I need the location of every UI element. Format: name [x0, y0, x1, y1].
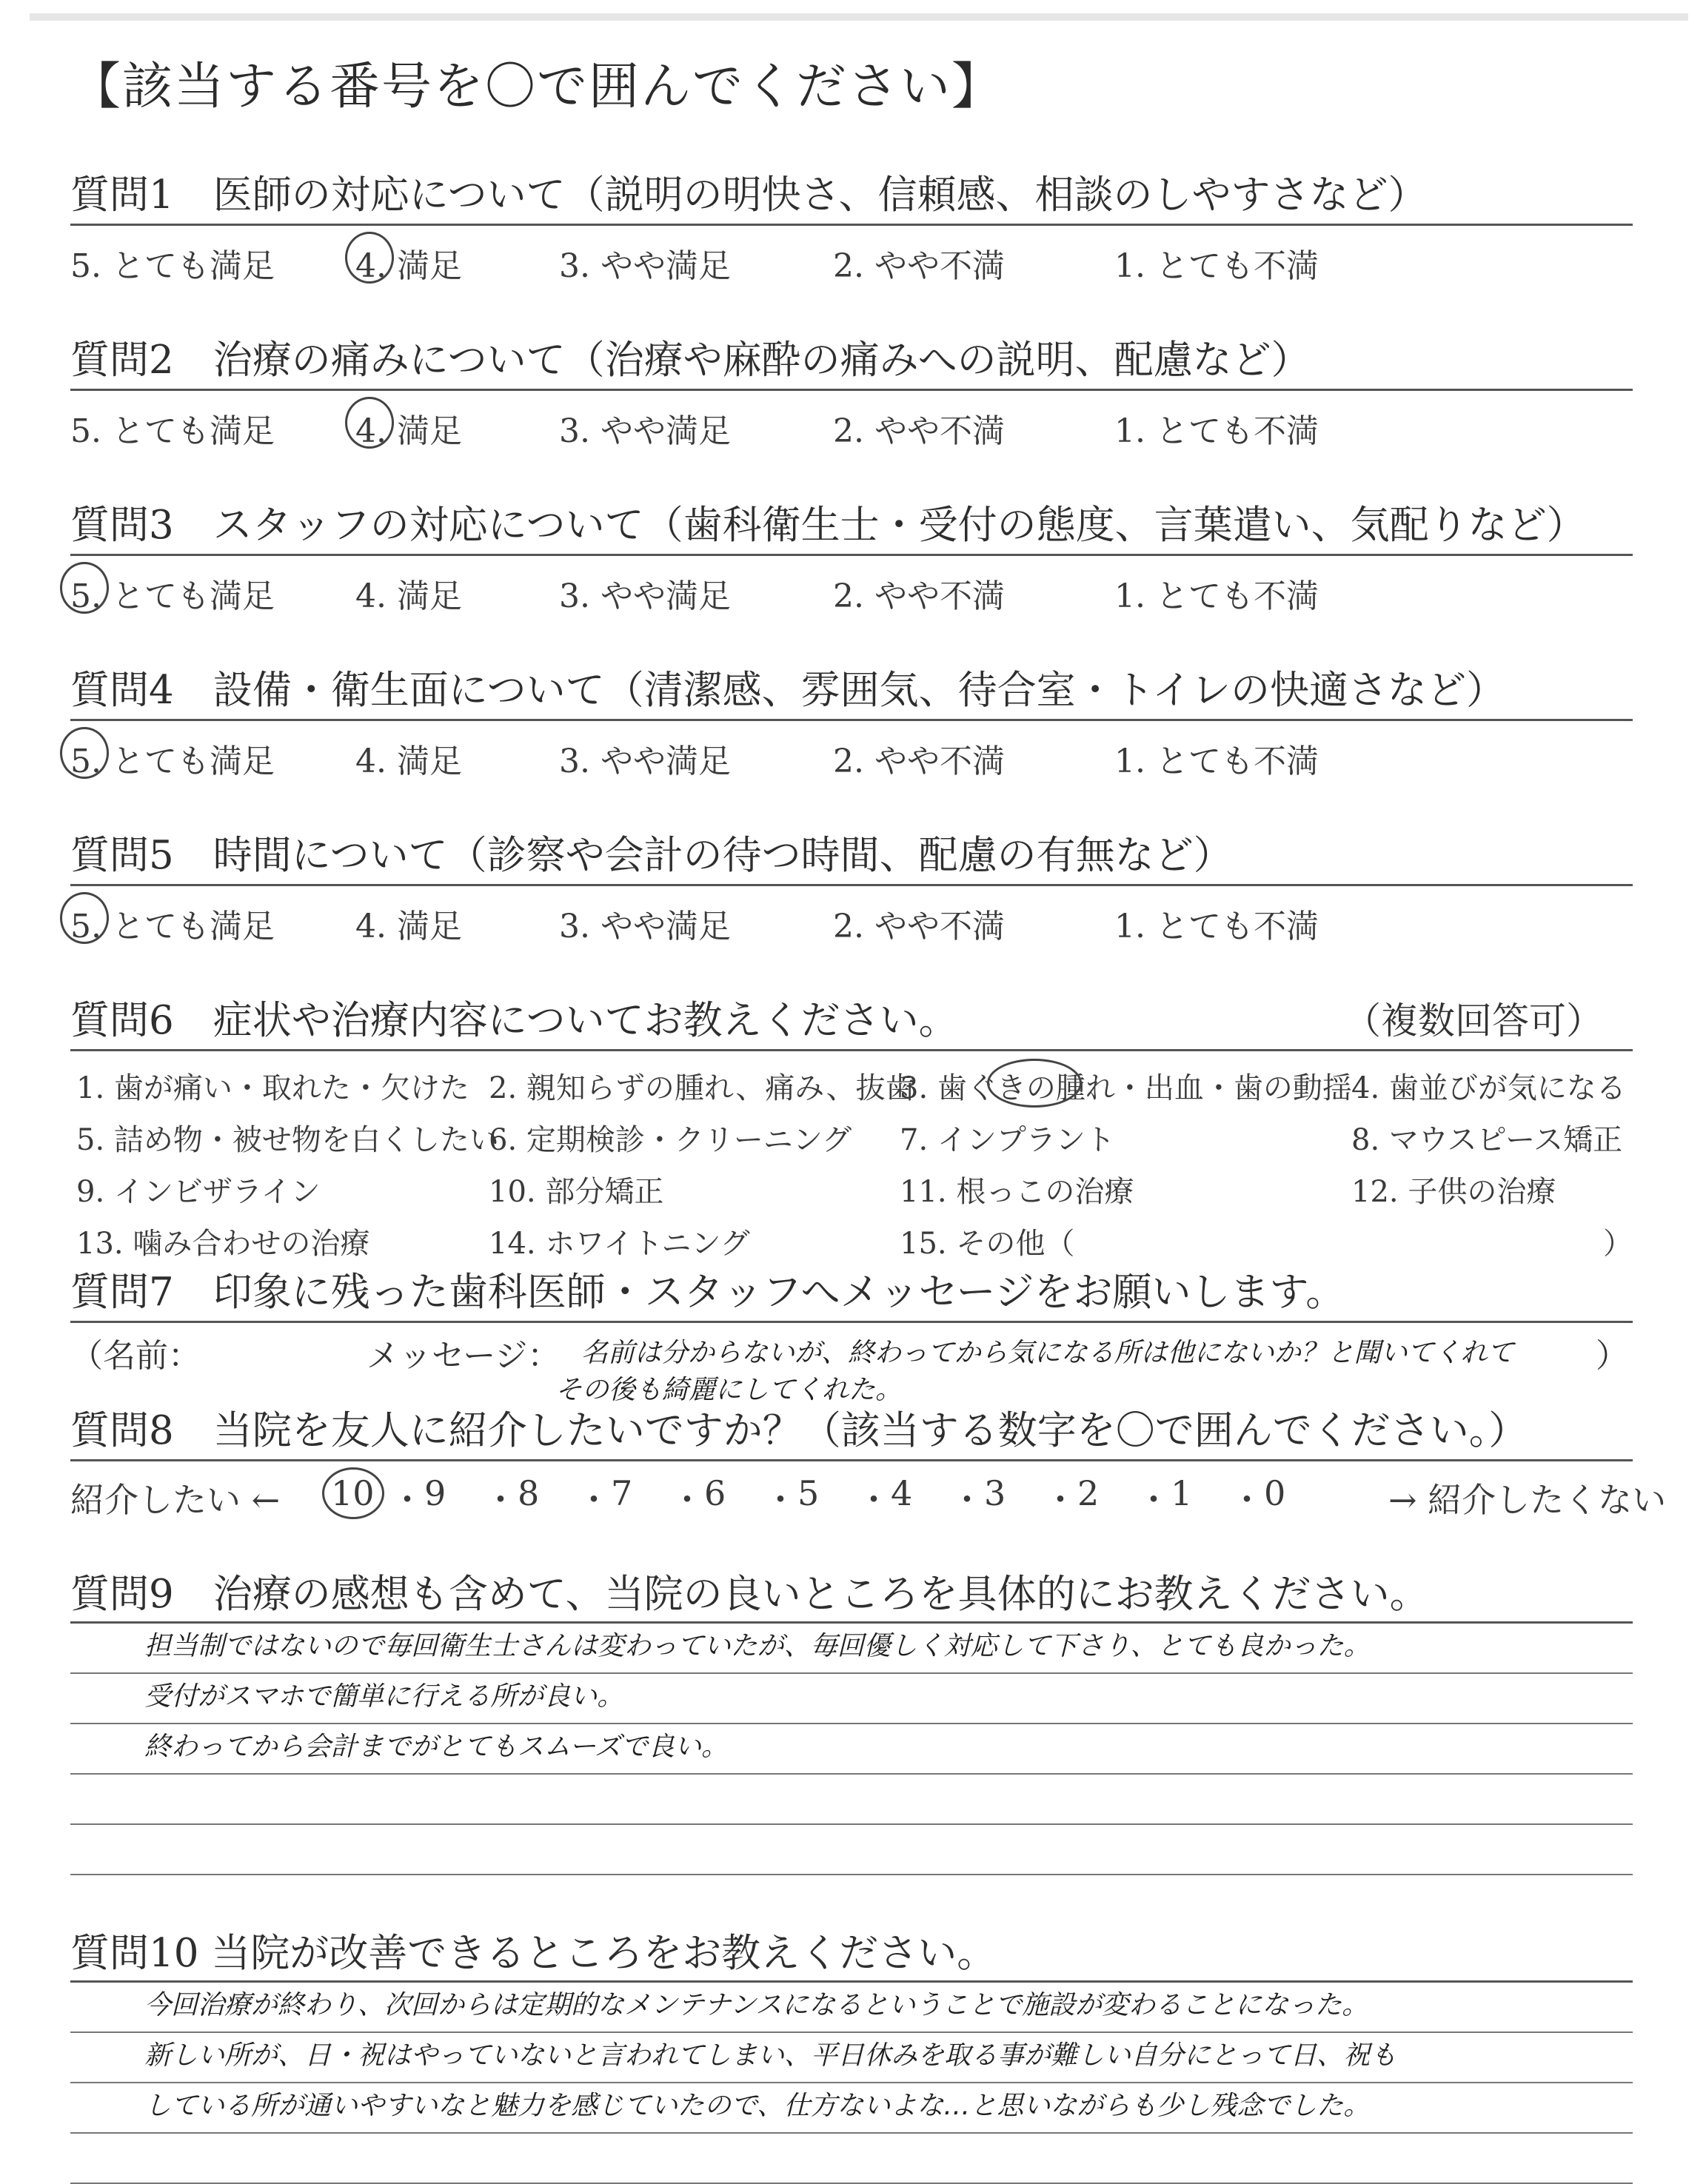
rating-option-2[interactable]: 2. やや不満 [833, 247, 1005, 285]
spacer [70, 453, 1633, 499]
rating-option-5[interactable]: 5. とても満足 [70, 743, 275, 780]
symptom-option[interactable]: 15. その他（ [900, 1227, 1075, 1261]
question-3-title: 質問3 スタッフの対応について（歯科衛生士・受付の態度、言葉遣い、気配りなど） [70, 503, 1586, 548]
scale-value-3[interactable]: 3 [984, 1473, 1006, 1513]
question-10 [70, 1927, 1633, 2184]
answer-line: 今回治療が終わり、次回からは定期的なメンテナンスになるということで施設が変わることになった。 [70, 1983, 1633, 2033]
recommend-scale [70, 1461, 1667, 1524]
rating-option-5[interactable]: 5. とても満足 [70, 412, 275, 450]
rating-option-4[interactable]: 4. 満足 [355, 247, 462, 285]
question-3 [70, 499, 1633, 664]
spacer [70, 783, 1633, 829]
symptom-option[interactable]: 9. インビザライン [76, 1175, 321, 1209]
rating-option-2[interactable]: 2. やや不満 [833, 412, 1005, 450]
question-9-title: 質問9 治療の感想も含めて、当院の良いところを具体的にお教えください。 [70, 1572, 1429, 1617]
rating-option-5[interactable]: 5. とても満足 [70, 908, 275, 945]
symptom-option[interactable]: 1. 歯が痛い・取れた・欠けた [76, 1071, 469, 1105]
symptom-option[interactable]: 11. 根っこの治療 [900, 1175, 1134, 1209]
rating-choices [70, 556, 1633, 618]
selected-circle [345, 232, 394, 284]
rating-option-1[interactable]: 1. とても不満 [1114, 908, 1319, 945]
selected-circle [60, 562, 109, 614]
rating-choices [70, 721, 1633, 783]
scale-separator: ・ [390, 1480, 424, 1520]
symptom-option[interactable]: 10. 部分矯正 [489, 1175, 664, 1209]
scale-value-9[interactable]: 9 [424, 1473, 446, 1513]
rating-option-3[interactable]: 3. やや満足 [559, 743, 731, 780]
question-2 [70, 334, 1633, 499]
scale-separator: ・ [670, 1480, 704, 1520]
scale-value-10[interactable]: 10 [331, 1473, 375, 1513]
symptom-option[interactable]: 7. インプラント [900, 1123, 1115, 1157]
scale-value-2[interactable]: 2 [1077, 1473, 1100, 1513]
rating-choices [70, 226, 1633, 288]
question-5 [70, 829, 1633, 994]
rating-choices [70, 886, 1633, 948]
message-text-line-1: 名前は分からないが、終わってから気になる所は他にないか？と聞いてくれて [581, 1338, 1514, 1368]
symptom-option[interactable]: 2. 親知らずの腫れ、痛み、抜歯 [489, 1071, 915, 1105]
rating-option-3[interactable]: 3. やや満足 [559, 247, 731, 285]
question-10-title: 質問10 当院が改善できるところをお教えください。 [70, 1931, 997, 1976]
answer-line: 新しい所が、日・祝はやっていないと言われてしまい、平日休みを取る事が難しい自分にとって日、祝も [70, 2033, 1633, 2083]
scale-separator: ・ [1230, 1480, 1264, 1520]
selected-circle [322, 1467, 384, 1519]
rating-option-3[interactable]: 3. やや満足 [559, 412, 731, 450]
question-2-title: 質問2 治療の痛みについて（治療や麻酔の痛みへの説明、配慮など） [70, 338, 1311, 383]
rating-option-3[interactable]: 3. やや満足 [559, 577, 731, 615]
close-paren: ） [1596, 1337, 1628, 1375]
answer-lines [70, 1621, 1633, 1875]
top-rule [30, 13, 1688, 21]
rating-option-2[interactable]: 2. やや不満 [833, 577, 1005, 615]
selected-circle [60, 892, 109, 944]
multiple-answers-note: （複数回答可） [1344, 999, 1603, 1042]
instruction-header: 【該当する番号を〇で囲んでください】 [70, 58, 1004, 116]
spacer [70, 288, 1633, 334]
rating-choices [70, 391, 1633, 453]
question-1-title: 質問1 医師の対応について（説明の明快さ、信頼感、相談のしやすさなど） [70, 172, 1428, 218]
answer-line: 受付がスマホで簡単に行える所が良い。 [70, 1674, 1633, 1724]
rating-option-4[interactable]: 4. 満足 [355, 743, 462, 780]
name-label: （名前： [70, 1337, 201, 1375]
symptom-options [70, 1051, 1633, 1266]
scale-separator: ・ [1137, 1480, 1171, 1520]
scale-value-0[interactable]: 0 [1264, 1473, 1286, 1513]
survey-sheet [70, 52, 1667, 2184]
scale-value-1[interactable]: 1 [1171, 1473, 1193, 1513]
rating-option-5[interactable]: 5. とても満足 [70, 577, 275, 615]
symptom-option[interactable]: 8. マウスピース矯正 [1351, 1123, 1623, 1157]
question-9 [70, 1568, 1633, 1875]
question-6 [70, 994, 1633, 1266]
selected-circle [987, 1059, 1082, 1108]
question-6-title: 質問6 症状や治療内容についてお教えください。 [70, 998, 958, 1043]
rating-questions [70, 169, 1633, 994]
rating-option-2[interactable]: 2. やや不満 [833, 743, 1005, 780]
question-8 [70, 1404, 1667, 1524]
symptom-option[interactable]: 3. 歯ぐきの腫れ・出血・歯の動揺 [900, 1071, 1352, 1105]
spacer [70, 948, 1633, 994]
recommend-left-label: 紹介したい ← [70, 1480, 281, 1520]
rating-option-1[interactable]: 1. とても不満 [1114, 412, 1319, 450]
answer-line: 終わってから会計までがとてもスムーズで良い。 [70, 1724, 1633, 1775]
scale-separator: ・ [857, 1480, 891, 1520]
symptom-option[interactable]: 5. 詰め物・被せ物を白くしたい [76, 1123, 499, 1157]
symptom-option[interactable]: 13. 噛み合わせの治療 [76, 1227, 370, 1261]
scale-value-4[interactable]: 4 [891, 1473, 913, 1513]
rating-option-3[interactable]: 3. やや満足 [559, 908, 731, 945]
rating-option-4[interactable]: 4. 満足 [355, 412, 462, 450]
rating-option-4[interactable]: 4. 満足 [355, 577, 462, 615]
rating-option-1[interactable]: 1. とても不満 [1114, 247, 1319, 285]
symptom-option[interactable]: 4. 歯並びが気になる [1351, 1071, 1626, 1105]
scale-value-6[interactable]: 6 [704, 1473, 726, 1513]
scale-separator: ・ [484, 1480, 518, 1520]
question-7-title: 質問7 印象に残った歯科医師・スタッフへメッセージをお願いします。 [70, 1270, 1345, 1315]
rating-option-1[interactable]: 1. とても不満 [1114, 743, 1319, 780]
scale-separator: ・ [763, 1480, 797, 1520]
question-8-title: 質問8 当院を友人に紹介したいですか？（該当する数字を〇で囲んでください。） [70, 1408, 1528, 1453]
selected-circle [345, 397, 394, 449]
answer-line [70, 2134, 1633, 2184]
symptom-option[interactable]: ） [1603, 1227, 1633, 1261]
scale-value-5[interactable]: 5 [797, 1473, 820, 1513]
recommend-right-label: → 紹介したくない [1388, 1480, 1667, 1520]
selected-circle [60, 727, 109, 779]
symptom-option[interactable]: 14. ホワイトニング [489, 1227, 750, 1261]
message-row [70, 1323, 1633, 1404]
symptom-option[interactable]: 6. 定期検診・クリーニング [489, 1123, 852, 1157]
symptom-option[interactable]: 12. 子供の治療 [1351, 1175, 1556, 1209]
scale-separator: ・ [950, 1480, 984, 1520]
rating-option-1[interactable]: 1. とても不満 [1114, 577, 1319, 615]
answer-lines [70, 1980, 1633, 2184]
question-4 [70, 664, 1633, 829]
question-1 [70, 169, 1633, 334]
question-7 [70, 1266, 1633, 1404]
question-4-title: 質問4 設備・衛生面について（清潔感、雰囲気、待合室・トイレの快適さなど） [70, 668, 1506, 713]
message-text-line-2: その後も綺麗にしてくれた。 [555, 1375, 903, 1405]
message-label: メッセージ： [367, 1337, 561, 1375]
answer-line: している所が通いやすいなと魅力を感じていたので、仕方ないよな…と思いながらも少し残念でした。 [70, 2083, 1633, 2134]
spacer [70, 618, 1633, 664]
answer-line [70, 1825, 1633, 1875]
rating-option-5[interactable]: 5. とても満足 [70, 247, 275, 285]
rating-option-2[interactable]: 2. やや不満 [833, 908, 1005, 945]
scale-separator: ・ [1043, 1480, 1077, 1520]
answer-line [70, 1775, 1633, 1825]
scale-separator: ・ [577, 1480, 611, 1520]
scale-value-7[interactable]: 7 [611, 1473, 633, 1513]
question-5-title: 質問5 時間について（診察や会計の待つ時間、配慮の有無など） [70, 833, 1233, 878]
rating-option-4[interactable]: 4. 満足 [355, 908, 462, 945]
scale-value-8[interactable]: 8 [518, 1473, 540, 1513]
answer-line: 担当制ではないので毎回衛生士さんは変わっていたが、毎回優しく対応して下さり、とても良かった。 [70, 1624, 1633, 1674]
